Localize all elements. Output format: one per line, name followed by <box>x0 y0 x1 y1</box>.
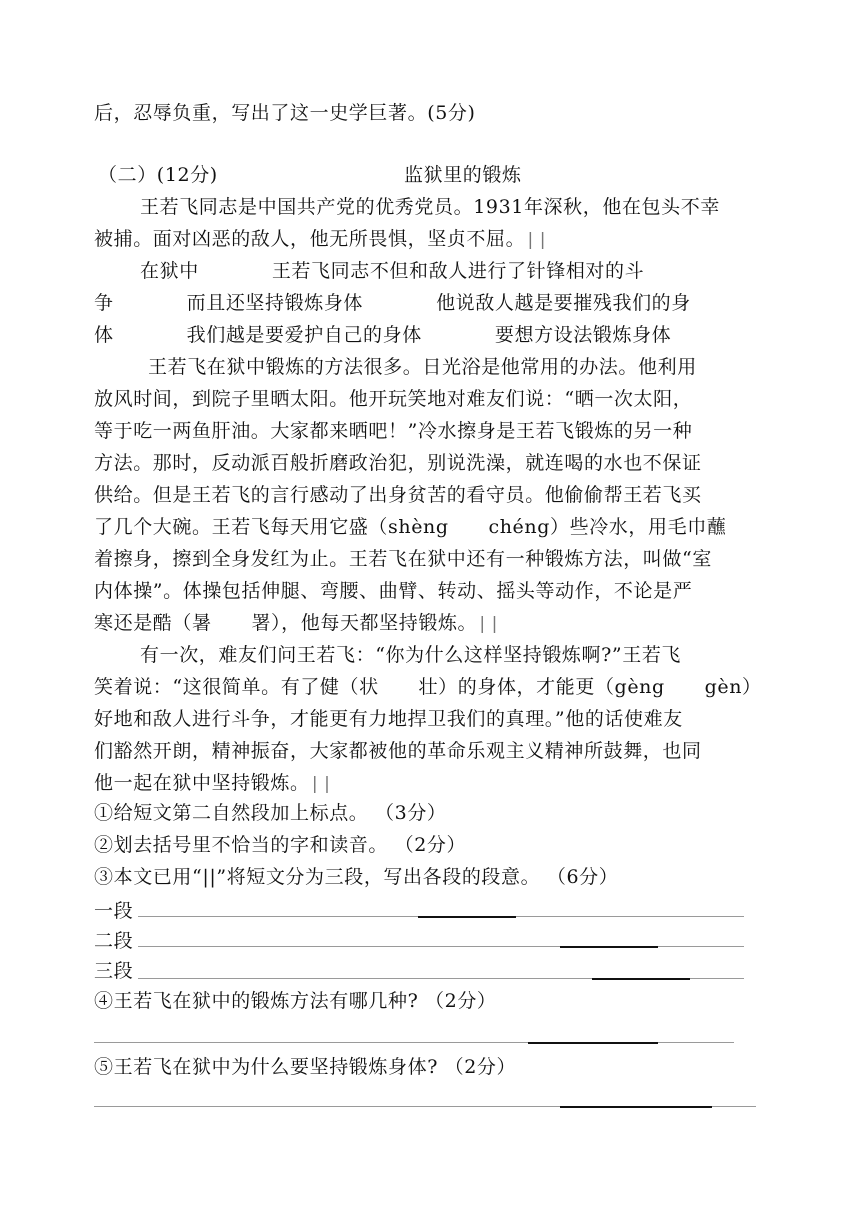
passage-line: 好地和敌人进行斗争，才能更有力地捍卫我们的真理。”他的话使难友 <box>94 708 683 730</box>
passage-line: 王若飞同志是中国共产党的优秀党员。1931年深秋，他在包头不幸 <box>140 196 720 218</box>
question-4: ④王若飞在狱中的锻炼方法有哪几种? （2分） <box>94 990 497 1012</box>
passage-line: 寒还是酷（暑 署），他每天都坚持锻炼。|| <box>94 612 502 634</box>
passage-line: 方法。那时，反动派百般折磨政治犯，别说洗澡，就连喝的水也不保证 <box>94 452 702 474</box>
previous-answer-line: 后，忍辱负重，写出了这一史学巨著。(5分) <box>94 102 476 124</box>
passage-line: 供给。但是王若飞的言行感动了出身贫苦的看守员。他偷偷帮王若飞买 <box>94 484 702 506</box>
segment-separator: || <box>525 230 550 250</box>
segment-separator: || <box>477 614 502 634</box>
passage-line: 等于吃一两鱼肝油。大家都来晒吧！”冷水擦身是王若飞锻炼的另一种 <box>94 420 693 442</box>
segment-1-label: 一段 <box>94 900 134 922</box>
segment-2-label: 二段 <box>94 930 134 952</box>
segment-3-answer-blank[interactable] <box>138 978 744 979</box>
question-3: ③本文已用“||”将短文分为三段，写出各段的段意。 （6分） <box>94 866 619 888</box>
passage-line: 们豁然开朗，精神振奋，大家都被他的革命乐观主义精神所鼓舞，也同 <box>94 740 702 762</box>
question-2: ②划去括号里不恰当的字和读音。 （2分） <box>94 834 467 856</box>
passage-line: 放风时间，到院子里晒太阳。他开玩笑地对难友们说：“晒一次太阳， <box>94 388 693 410</box>
passage-line: 着擦身，擦到全身发红为止。王若飞在狱中还有一种锻炼方法，叫做“室 <box>94 548 712 570</box>
passage-line: 在狱中 王若飞同志不但和敌人进行了针锋相对的斗 <box>140 260 645 282</box>
question-5-answer-blank[interactable] <box>94 1106 756 1107</box>
passage-line: 笑着说：“这很简单。有了健（状 壮）的身体，才能更（gèng gèn） <box>94 676 762 698</box>
passage-line: 体 我们越是要爱护自己的身体 要想方设法锻炼身体 <box>94 324 672 346</box>
passage-line: 了几个大碗。王若飞每天用它盛（shèng chéng）些冷水，用毛巾蘸 <box>94 516 727 538</box>
segment-2-answer-blank[interactable] <box>138 946 744 947</box>
passage-title: 监狱里的锻炼 <box>404 164 522 186</box>
section-label: （二）(12分) <box>98 164 218 186</box>
question-4-answer-blank[interactable] <box>94 1042 734 1043</box>
segment-1-answer-blank[interactable] <box>138 916 744 917</box>
question-5: ⑤王若飞在狱中为什么要坚持锻炼身体? （2分） <box>94 1056 517 1078</box>
passage-line: 内体操”。体操包括伸腿、弯腰、曲臂、转动、摇头等动作，不论是严 <box>94 580 693 602</box>
passage-line: 有一次，难友们问王若飞：“你为什么这样坚持锻炼啊?”王若飞 <box>140 644 682 666</box>
passage-line: 被捕。面对凶恶的敌人，他无所畏惧，坚贞不屈。|| <box>94 228 550 250</box>
segment-separator: || <box>309 774 335 794</box>
question-1: ①给短文第二自然段加上标点。 （3分） <box>94 802 447 824</box>
passage-line: 争 而且还坚持锻炼身体 他说敌人越是要摧残我们的身 <box>94 292 691 314</box>
segment-3-label: 三段 <box>94 960 134 982</box>
passage-line: 王若飞在狱中锻炼的方法很多。日光浴是他常用的办法。他利用 <box>148 356 697 378</box>
passage-line: 他一起在狱中坚持锻炼。|| <box>94 772 335 794</box>
